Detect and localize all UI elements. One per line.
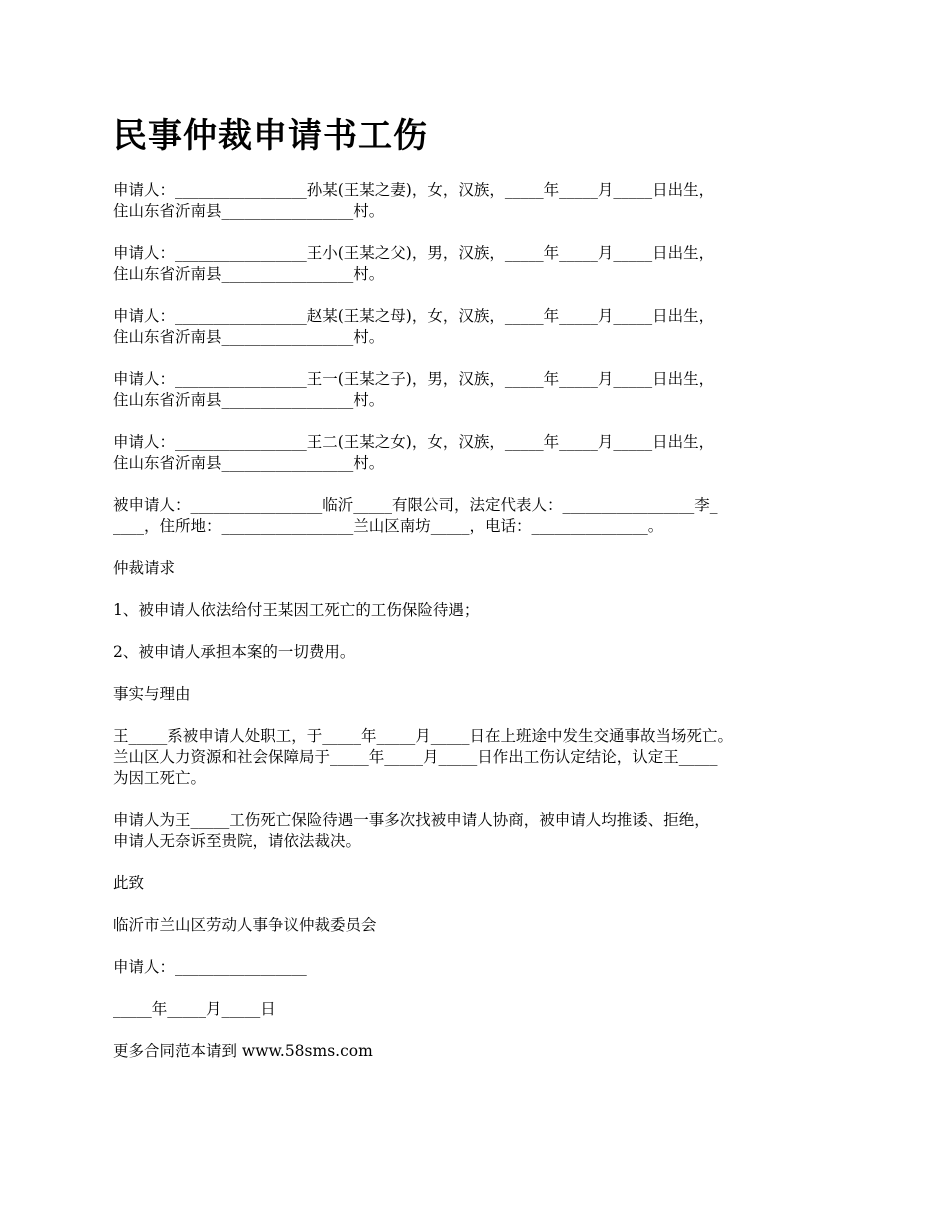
recipient: 临沂市兰山区劳动人事争议仲裁委员会 bbox=[113, 916, 377, 934]
document-page bbox=[113, 110, 853, 1083]
claim-item-2: 2、被申请人承担本案的一切费用。 bbox=[113, 643, 356, 661]
document-title: 民事仲裁申请书工伤 bbox=[113, 116, 428, 156]
facts-paragraph-1: 王_____系被申请人处职工，于_____年_____月_____日在上班途中发生交通事故当场死亡。 兰山区人力资源和社会保障局于_____年_____月_____日作出工伤认定结论，认定王_____ 为因工死亡。 bbox=[113, 727, 734, 787]
respondent-info: 被申请人：_________________临沂_____有限公司，法定代表人：_________________李_ ____，住所地：_________________兰山区南坊_____，电话：_______________。 bbox=[113, 496, 718, 535]
applicant-4: 申请人：_________________王一(王某之子)，男，汉族，_____年_____月_____日出生， 住山东省沂南县_________________村。 bbox=[113, 370, 715, 409]
salutation: 此致 bbox=[113, 874, 145, 892]
facts-paragraph-2: 申请人为王_____工伤死亡保险待遇一事多次找被申请人协商，被申请人均推诿、拒绝， 申请人无奈诉至贵院，请依法裁决。 bbox=[113, 811, 710, 850]
date-line: _____年_____月_____日 bbox=[113, 1000, 276, 1018]
applicant-3: 申请人：_________________赵某(王某之母)，女，汉族，_____年_____月_____日出生， 住山东省沂南县_________________村。 bbox=[113, 307, 715, 346]
applicant-1: 申请人：_________________孙某(王某之妻)，女，汉族，_____年_____月_____日出生， 住山东省沂南县_________________村。 bbox=[113, 181, 715, 220]
applicant-5: 申请人：_________________王二(王某之女)，女，汉族，_____年_____月_____日出生， 住山东省沂南县_________________村。 bbox=[113, 433, 715, 472]
facts-heading: 事实与理由 bbox=[113, 685, 191, 703]
applicant-2: 申请人：_________________王小(王某之父)，男，汉族，_____年_____月_____日出生， 住山东省沂南县_________________村。 bbox=[113, 244, 715, 283]
claim-item-1: 1、被申请人依法给付王某因工死亡的工伤保险待遇； bbox=[113, 601, 480, 619]
claims-heading: 仲裁请求 bbox=[113, 559, 176, 577]
signature-line: 申请人：_________________ bbox=[113, 958, 307, 976]
footer-note: 更多合同范本请到 www.58sms.com bbox=[113, 1042, 373, 1060]
